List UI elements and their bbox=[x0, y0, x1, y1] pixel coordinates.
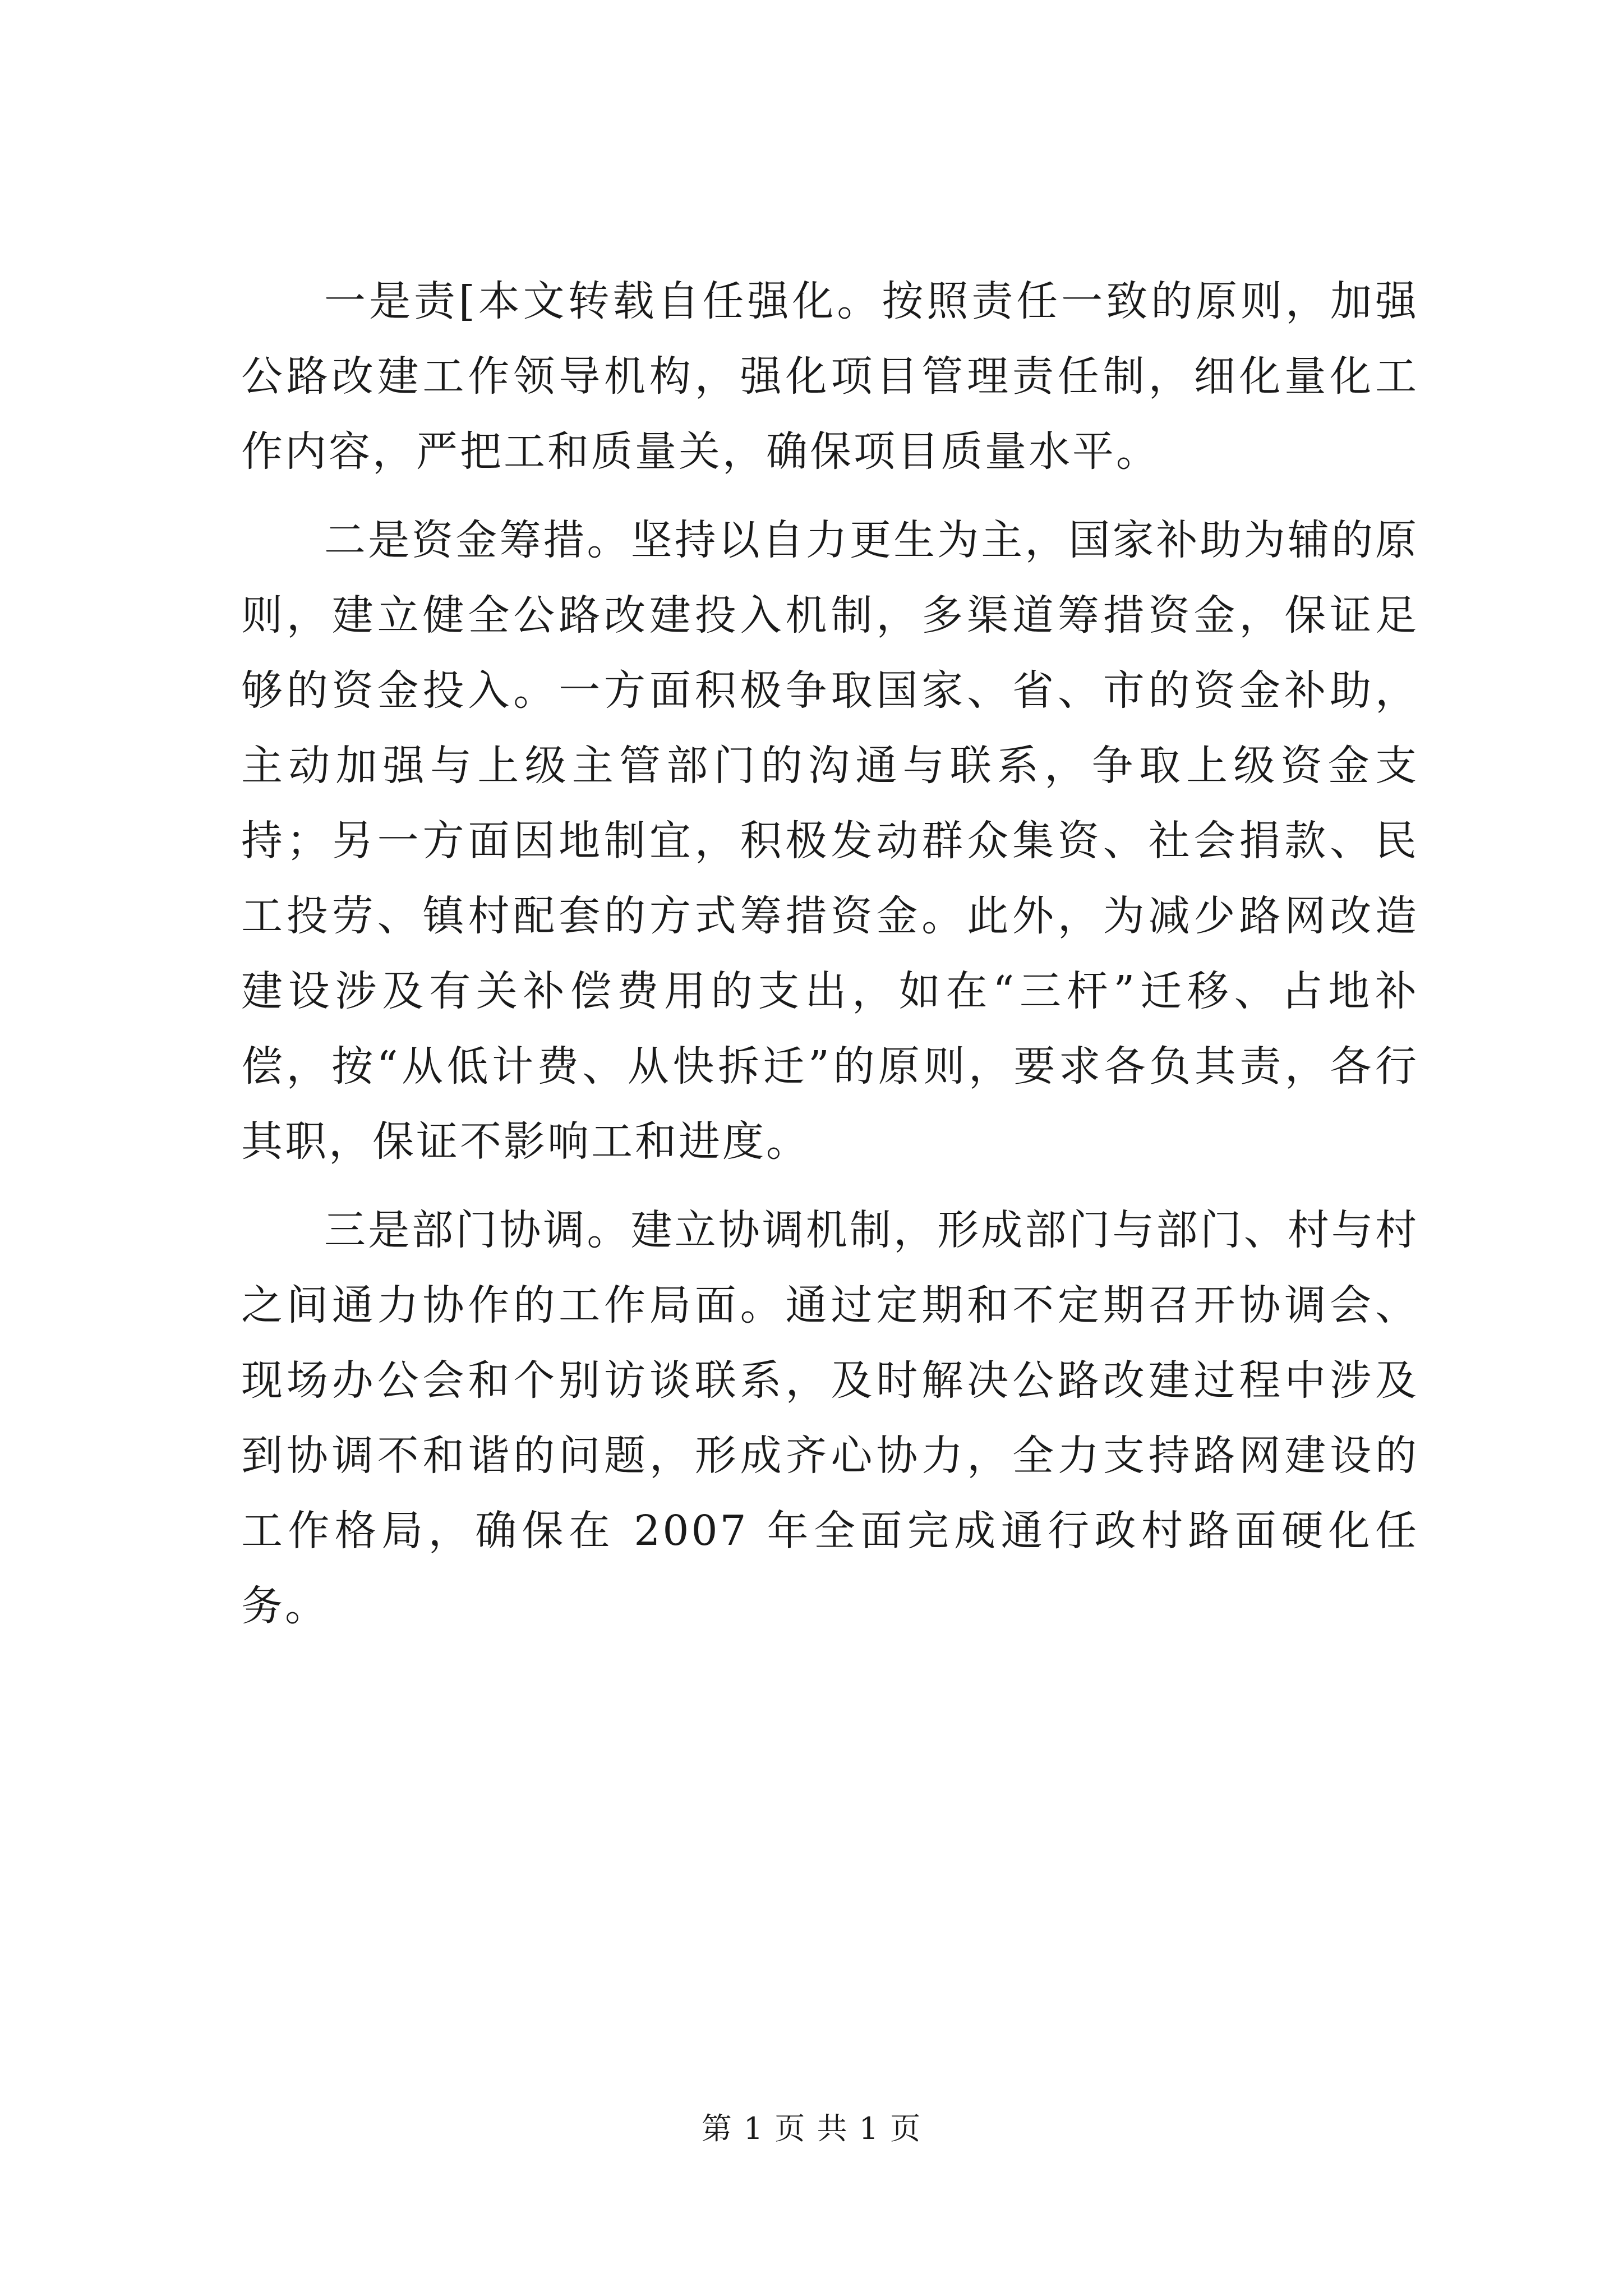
document-body bbox=[241, 264, 1419, 1644]
paragraph-coordination: 三是部门协调。建立协调机制，形成部门与部门、村与村之间通力协作的工作局面。通过定期和不定期召开协调会、现场办公会和个别访谈联系，及时解决公路改建过程中涉及到协调不和谐的问题，形成齐心协力，全力支持路网建设的工作格局，确保在 2007 年全面完成通行政村路面硬化任务。 bbox=[241, 1206, 1419, 1630]
paragraph-funding: 二是资金筹措。坚持以自力更生为主，国家补助为辅的原则，建立健全公路改建投入机制，多渠道筹措资金，保证足够的资金投入。一方面积极争取国家、省、市的资金补助，主动加强与上级主管部门的沟通与联系，争取上级资金支持；另一方面因地制宜，积极发动群众集资、社会捐款、民工投劳、镇村配套的方式筹措资金。此外，为减少路网改造建设涉及有关补偿费用的支出，如在“三杆”迁移、占地补偿，按“从低计费、从快拆迁”的原则，要求各负其责，各行其职，保证不影响工和进度。 bbox=[241, 516, 1419, 1166]
paragraph-responsibility: 一是责[本文转载自任强化。按照责任一致的原则，加强公路改建工作领导机构，强化项目管理责任制，细化量化工作内容，严把工和质量关，确保项目质量水平。 bbox=[241, 277, 1419, 476]
page-footer: 第 1 页 共 1 页 bbox=[701, 2111, 922, 2146]
